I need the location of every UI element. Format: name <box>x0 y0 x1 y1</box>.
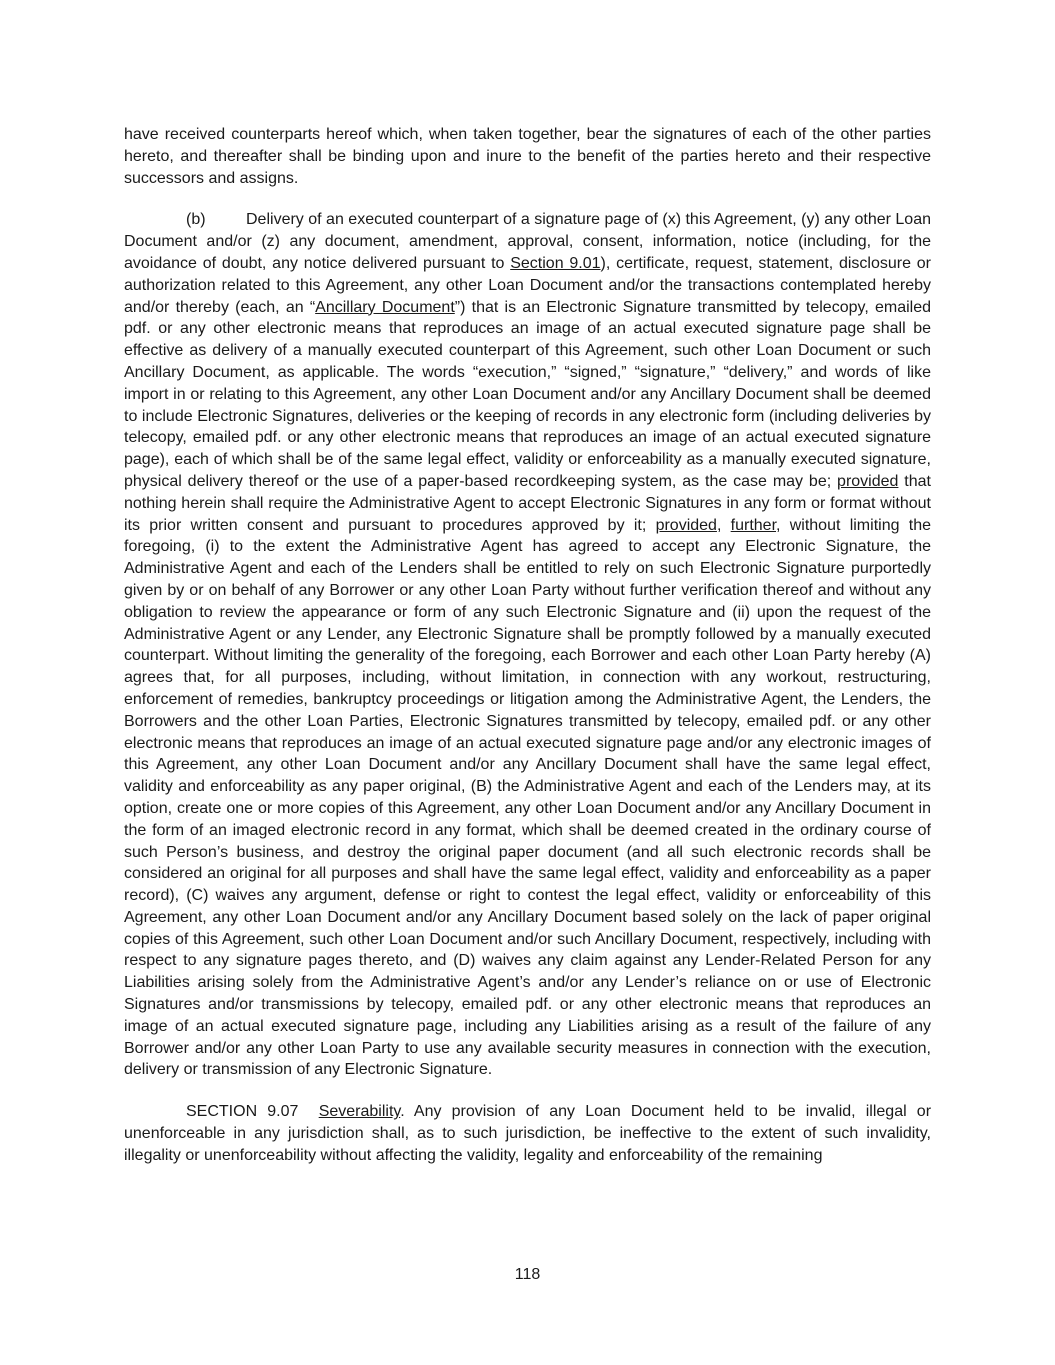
paragraph-b-text-3: ”) that is an Electronic Signature transmitted by telecopy, emailed pdf. or any other electronic means that reproduces an image of an actual executed signature page shall be effective as delivery of a manually executed counterpart of this Agreement, such other Loan Document or such Ancillary Document, as applicable. The words “execution,” “signed,” “signature,” “delivery,” and words of like import in or relating to this Agreement, any other Loan Document and/or any Ancillary Document shall be deemed to include Electronic Signatures, deliveries or the keeping of records in any electronic form (including deliveries by telecopy, emailed pdf. or any other electronic means that reproduces an image of an actual executed signature page), each of which shall be of the same legal effect, validity or enforceability as a manually executed signature, physical delivery thereof or the use of a paper-based recordkeeping system, as the case may be; <box>124 298 932 490</box>
section-heading: Severability <box>318 1103 401 1121</box>
paragraph-b-text-1: Delivery of an executed counterpart of a signature page of (x) this Agreement, (y) any other Loan Document and/or (z) any document, amendment, approval, consent, information, notice (including, for the avoidance of doubt, any notice delivered pursuant to <box>124 211 931 272</box>
paragraph-continuation <box>124 124 931 189</box>
page-number: 118 <box>514 1266 541 1283</box>
paragraph-b-text-5: , without limiting the foregoing, (i) to the extent the Administrative Agent has agreed to accept any Electronic Signature, the Administrative Agent and each of the Lenders shall be entitled to rely on such Electronic Signature purportedly given by or on behalf of any Borrower or any other Loan Party without further verification thereof and without any obligation to review the appearance or form of any such Electronic Signature and (ii) upon the request of the Administrative Agent or any Lender, any Electronic Signature shall be promptly followed by a manually executed counterpart. Without limiting the generality of the foregoing, each Borrower and each other Loan Party hereby (A) agrees that, for all purposes, including, without limitation, in connection with any workout, restructuring, enforcement of remedies, bankruptcy proceedings or litigation among the Administrative Agent, the Lenders, the Borrowers and the other Loan Parties, Electronic Signatures transmitted by telecopy, emailed pdf. or any other electronic means that reproduces an image of an actual executed signature page and/or any electronic images of this Agreement, any other Loan Document and/or any Ancillary Document shall have the same legal effect, validity and enforceability as any paper original, (B) the Administrative Agent and each of the Lenders may, at its option, create one or more copies of this Agreement, any other Loan Document and/or any Ancillary Document in the form of an imaged electronic record in any format, which shall be deemed created in the ordinary course of such Person’s business, and destroy the original paper document (and all such electronic records shall be considered an original for all purposes and shall have the same legal effect, validity and enforceability as a paper record), (C) waives any argument, defense or right to contest the legal effect, validity or enforceability of this Agreement, any other Loan Document and/or any Ancillary Document based solely on the lack of paper original copies of this Agreement, such other Loan Document and/or such Ancillary Document, respectively, including with respect to any signature pages thereto, and (D) waives any claim against any Lender-Related Person for any Liabilities arising solely from the Administrative Agent’s and/or any Lender’s reliance on or use of Electronic Signatures and/or transmissions by telecopy, emailed pdf. or any other electronic means that reproduces an image of an actual executed signature page, including any Liabilities arising as a result of the failure of any Borrower and/or any other Loan Party to use any available security measures in connection with the execution, delivery or transmission of any Electronic Signature. <box>124 516 931 1079</box>
provided-term-1: provided <box>837 472 899 490</box>
section-text: . Any provision of any Loan Document held to be invalid, illegal or unenforceable in any jurisdiction shall, as to such jurisdiction, be ineffective to the extent of such invalidity, illegality or unenforceability without affecting the validity, legality and enforceability of the remaining <box>124 1103 932 1164</box>
section-reference-link: Section 9.01 <box>510 254 601 272</box>
section-9-07 <box>124 1101 931 1166</box>
paragraph-b <box>124 209 931 1081</box>
paragraph-b-text-4: that nothing herein shall require the Administrative Agent to accept Electronic Signatures in any form or format without its prior written consent and pursuant to procedures approved by it; <box>124 472 931 534</box>
paragraph-continuation-text: have received counterparts hereof which, when taken together, bear the signatures of each of the other parties hereto, and thereafter shall be binding upon and inure to the benefit of the parties hereto and their respective successors and assigns. <box>124 126 931 187</box>
comma-separator: , <box>716 516 731 534</box>
document-page <box>124 124 931 1167</box>
provided-term-2: provided <box>655 516 717 534</box>
paragraph-b-text-2: ), certificate, request, statement, disclosure or authorization related to this Agreement, any other Loan Document and/or the transactions contemplated hereby and/or thereby (each, an “ <box>124 254 931 316</box>
further-term: further <box>730 516 777 534</box>
paragraph-b-label: (b) <box>186 211 206 229</box>
defined-term: Ancillary Document <box>315 298 455 316</box>
section-number: SECTION 9.07 <box>186 1103 299 1121</box>
